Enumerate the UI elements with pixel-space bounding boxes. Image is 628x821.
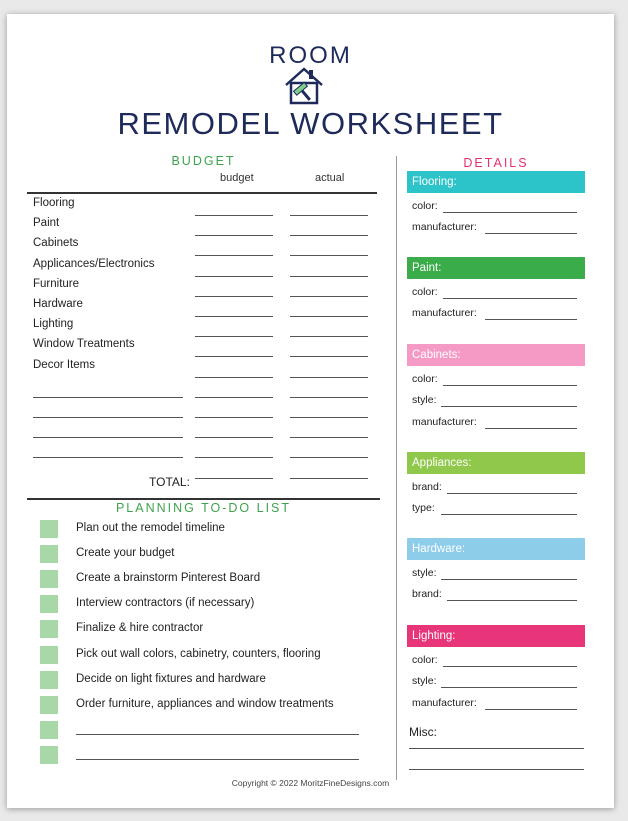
details-field-line[interactable] <box>485 319 577 320</box>
details-field-line[interactable] <box>443 212 577 213</box>
details-section-header: Cabinets: <box>407 344 585 366</box>
misc-line[interactable] <box>409 769 584 770</box>
todo-task-label: Create your budget <box>76 547 175 560</box>
details-field-line[interactable] <box>485 428 577 429</box>
budget-category-label: Furniture <box>33 277 80 290</box>
todo-checkbox[interactable] <box>40 570 58 588</box>
details-field-line[interactable] <box>443 385 577 386</box>
details-field-line[interactable] <box>485 233 577 234</box>
budget-category-blank[interactable] <box>33 397 183 398</box>
budget-category-blank[interactable] <box>33 417 183 418</box>
details-field-label: manufacturer: <box>412 415 477 428</box>
details-field-line[interactable] <box>443 666 577 667</box>
budget-category-label: Window Treatments <box>33 338 135 351</box>
budget-category-label: Lighting <box>33 318 74 331</box>
details-field-label: color: <box>412 286 438 298</box>
todo-task-label: Create a brainstorm Pinterest Board <box>76 572 261 585</box>
budget-amount-line[interactable] <box>195 397 273 398</box>
details-section-header: Paint: <box>407 257 585 279</box>
column-divider <box>396 156 397 780</box>
total-label: TOTAL: <box>149 475 190 489</box>
details-field-line[interactable] <box>485 709 577 710</box>
details-field-line[interactable] <box>447 493 577 494</box>
actual-amount-line[interactable] <box>290 457 368 458</box>
todo-task-label: Pick out wall colors, cabinetry, counters, flooring <box>76 647 321 660</box>
page-title: REMODEL WORKSHEET <box>117 106 504 141</box>
budget-amount-line[interactable] <box>195 235 273 236</box>
actual-amount-line[interactable] <box>290 316 368 317</box>
details-field-line[interactable] <box>447 600 577 601</box>
actual-amount-line[interactable] <box>290 255 368 256</box>
details-heading: DETAILS <box>463 156 529 170</box>
todo-checkbox[interactable] <box>40 545 58 563</box>
actual-amount-line[interactable] <box>290 356 368 357</box>
details-field-line[interactable] <box>441 406 577 407</box>
budget-amount-line[interactable] <box>195 417 273 418</box>
actual-amount-line[interactable] <box>290 397 368 398</box>
details-field-label: style: <box>412 567 437 579</box>
todo-checkbox[interactable] <box>40 696 58 714</box>
details-field-label: type: <box>412 502 435 515</box>
actual-amount-line[interactable] <box>290 215 368 216</box>
todo-checkbox[interactable] <box>40 595 58 613</box>
actual-amount-line[interactable] <box>290 336 368 337</box>
details-field-line[interactable] <box>441 579 577 580</box>
details-field-line[interactable] <box>443 298 577 299</box>
budget-category-label: Decor Items <box>33 358 95 371</box>
details-field-label: color: <box>412 200 438 212</box>
details-field-line[interactable] <box>441 687 577 688</box>
details-field-label: manufacturer: <box>412 307 477 320</box>
budget-category-label: Hardware <box>33 298 83 310</box>
budget-category-blank[interactable] <box>33 457 183 458</box>
actual-amount-line[interactable] <box>290 235 368 236</box>
copyright-footer: Copyright © 2022 MoritzFineDesigns.com <box>231 778 390 788</box>
todo-task-label: Plan out the remodel timeline <box>76 522 225 534</box>
budget-heading: BUDGET <box>171 154 236 168</box>
details-section-header: Appliances: <box>407 452 585 474</box>
details-section-header: Flooring: <box>407 171 585 193</box>
budget-amount-line[interactable] <box>195 316 273 317</box>
misc-line[interactable] <box>409 748 584 749</box>
details-field-label: color: <box>412 654 438 666</box>
details-section-header: Hardware: <box>407 538 585 560</box>
details-field-label: style: <box>412 675 437 688</box>
todo-checkbox[interactable] <box>40 721 58 739</box>
actual-amount-line[interactable] <box>290 437 368 438</box>
details-field-label: style: <box>412 394 437 407</box>
details-field-label: manufacturer: <box>412 221 477 234</box>
todo-checkbox[interactable] <box>40 671 58 689</box>
actual-column-header: actual <box>315 172 345 184</box>
budget-category-blank[interactable] <box>33 437 183 438</box>
budget-amount-line[interactable] <box>195 457 273 458</box>
actual-amount-line[interactable] <box>290 296 368 297</box>
todo-checkbox[interactable] <box>40 520 58 538</box>
todo-task-label: Order furniture, appliances and window treatments <box>76 697 334 710</box>
house-hammer-icon <box>283 65 325 105</box>
todo-top-rule <box>27 498 380 500</box>
budget-amount-line[interactable] <box>195 478 273 479</box>
budget-header-rule <box>27 192 377 194</box>
actual-amount-line[interactable] <box>290 478 368 479</box>
budget-amount-line[interactable] <box>195 215 273 216</box>
budget-category-label: Paint <box>33 217 60 230</box>
details-field-label: color: <box>412 373 438 385</box>
budget-column-header: budget <box>220 172 254 184</box>
header-room: ROOM <box>269 42 352 69</box>
todo-checkbox[interactable] <box>40 620 58 638</box>
budget-category-label: Applicances/Electronics <box>33 257 155 270</box>
budget-amount-line[interactable] <box>195 255 273 256</box>
actual-amount-line[interactable] <box>290 377 368 378</box>
todo-blank-line[interactable] <box>76 759 359 760</box>
details-field-label: manufacturer: <box>412 696 477 709</box>
details-field-label: brand: <box>412 588 442 601</box>
todo-task-label: Decide on light fixtures and hardware <box>76 672 266 685</box>
todo-task-label: Finalize & hire contractor <box>76 622 204 635</box>
budget-amount-line[interactable] <box>195 336 273 337</box>
budget-amount-line[interactable] <box>195 377 273 378</box>
actual-amount-line[interactable] <box>290 417 368 418</box>
todo-checkbox[interactable] <box>40 746 58 764</box>
details-field-line[interactable] <box>441 514 577 515</box>
budget-amount-line[interactable] <box>195 296 273 297</box>
budget-amount-line[interactable] <box>195 437 273 438</box>
todo-task-label: Interview contractors (if necessary) <box>76 597 255 610</box>
todo-heading: PLANNING TO-DO LIST <box>115 501 292 515</box>
misc-label: Misc: <box>409 725 437 739</box>
details-field-label: brand: <box>412 481 442 493</box>
actual-amount-line[interactable] <box>290 276 368 277</box>
todo-blank-line[interactable] <box>76 734 359 735</box>
budget-amount-line[interactable] <box>195 276 273 277</box>
budget-category-label: Flooring <box>33 197 75 209</box>
budget-category-label: Cabinets <box>33 237 79 250</box>
budget-amount-line[interactable] <box>195 356 273 357</box>
worksheet-page <box>7 14 614 808</box>
todo-checkbox[interactable] <box>40 646 58 664</box>
details-section-header: Lighting: <box>407 625 585 647</box>
